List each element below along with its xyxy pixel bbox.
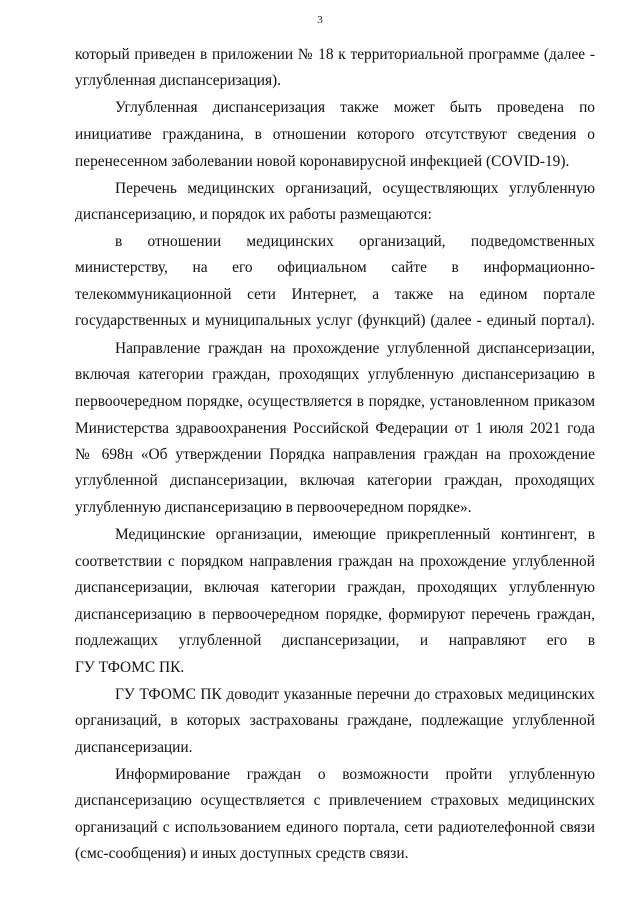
text-line: инициативе гражданина, в отношении которого отсутствуют сведения о xyxy=(75,126,595,143)
text-line: перенесенном заболевании новой коронавирусной инфекцией (COVID-19). xyxy=(75,153,570,170)
text-line: диспансеризации, включая категории граждан, проходящих углубленную xyxy=(75,579,595,596)
text-line: углубленной диспансеризации, включая категории граждан, проходящих xyxy=(75,472,595,489)
paragraph-first-line: в отношении медицинских организаций, подведомственных xyxy=(115,233,595,250)
text-line: диспансеризацию, и порядок их работы размещаются: xyxy=(75,206,432,223)
page-number: 3 xyxy=(317,14,323,26)
text-line: который приведен в приложении № 18 к территориальной программе (далее - xyxy=(75,46,595,63)
paragraph-first-line: ГУ ТФОМС ПК доводит указанные перечни до страховых медицинских xyxy=(115,686,595,703)
text-line: включая категории граждан, проходящих углубленную диспансеризацию в xyxy=(75,366,595,383)
text-line: первоочередном порядке, осуществляется в порядке, установленном приказом xyxy=(75,393,595,410)
text-line: министерству, на его официальном сайте в информационно- xyxy=(75,259,595,276)
text-line: государственных и муниципальных услуг (функций) (далее - единый портал). xyxy=(75,312,595,329)
text-line: телекоммуникационной сети Интернет, а также на едином портале xyxy=(75,286,595,303)
text-line: подлежащих углубленной диспансеризации, и направляют его в xyxy=(75,632,595,649)
paragraph-first-line: Углубленная диспансеризация также может быть проведена по xyxy=(115,99,595,116)
paragraph-first-line: Медицинские организации, имеющие прикрепленный контингент, в xyxy=(115,526,595,543)
text-line: (смс-сообщения) и иных доступных средств связи. xyxy=(75,845,409,862)
text-line: соответствии с порядком направления граждан на прохождение углубленной xyxy=(75,553,595,570)
text-line: организаций, в которых застрахованы граждане, подлежащие углубленной xyxy=(75,712,595,729)
text-line: диспансеризацию в первоочередном порядке, формируют перечень граждан, xyxy=(75,606,595,623)
text-line: диспансеризации. xyxy=(75,739,193,756)
paragraph-first-line: Перечень медицинских организаций, осуществляющих углубленную xyxy=(115,180,595,197)
text-line: № 698н «Об утверждении Порядка направления граждан на прохождение xyxy=(75,446,595,463)
paragraph-first-line: Информирование граждан о возможности пройти углубленную xyxy=(115,766,595,783)
text-line: диспансеризацию осуществляется с привлечением страховых медицинских xyxy=(75,792,595,809)
text-line: углубленная диспансеризация). xyxy=(75,72,282,89)
text-line: углубленную диспансеризацию в первоочередном порядке». xyxy=(75,499,472,516)
paragraph-first-line: Направление граждан на прохождение углубленной диспансеризации, xyxy=(115,340,595,357)
text-line: ГУ ТФОМС ПК. xyxy=(75,659,185,676)
text-line: Министерства здравоохранения Российской Федерации от 1 июля 2021 года xyxy=(75,420,595,437)
text-line: организаций с использованием единого портала, сети радиотелефонной связи xyxy=(75,819,595,836)
